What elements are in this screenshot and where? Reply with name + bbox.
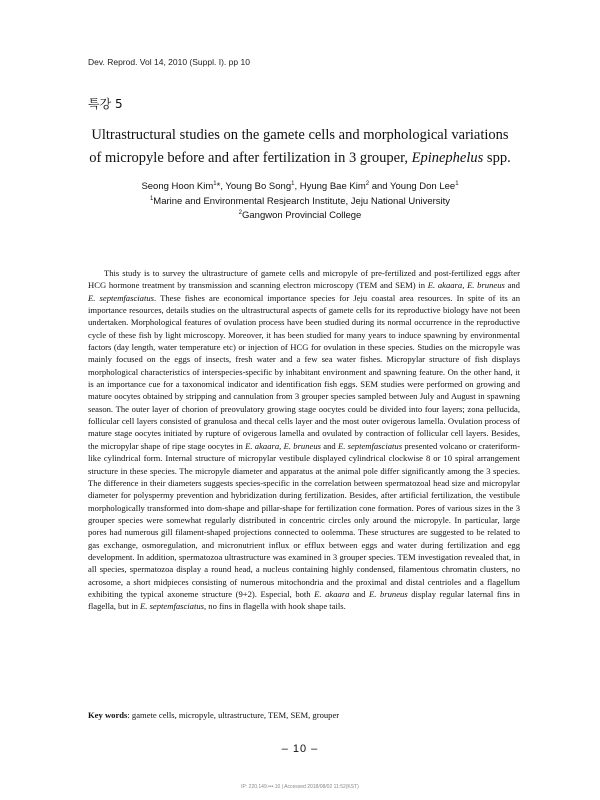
species-name: E. bruneus [467,280,505,291]
paper-title [60,124,540,170]
author-3: , Hyung Bae Kim [294,181,366,192]
species-name: E. akaara [245,440,280,451]
abstract-paragraph: This study is to survey the ultrastructure of gamete cells and micropyle of pre-fertilized and post-fertilized eggs after HCG hormone treatment by transmission and scanning electron microscopy (TEM and SEM) in E. akaara, E. bruneus and E. septemfasciatus. These fishes are economical importance species for Jeju coastal area resources. In spite of its an importance resources, details studies on the ultrastructural aspects of gamete cells for its reproductive biology have not been undertaken. Morphological features of ovulation process have been studied during its normal occurrence in the reproductive cycle of these fish by light microscopy. Moreover, it has been studied for many years to induce spawning by environmental factors (day length, water temperature etc) or injection of HCG for ovulation in these species. Studies on the micropyle was mainly focused on the eggs of insects, fresh water and a few sea water fishes. Micropylar structure of fish displays morphological characteristics of interspecies-specific by inhabitant environment and spawning feature. On the other hand, it is an importance cue for a taxonomical indicator and identification fish eggs. SEM studies were performed on growing and mature oocytes obtained by stripping and cannulation from 3 grouper species sampled between July and August in spawning season. The outer layer of chorion of preovulatory growing stage oocytes could be divided into four layers; zona pellucida, follicular cell layers consisted of granulosa and thecal cells layer and the most outer ovigerous lamella. Ovulation process of mature stage oocytes initiated by rupture of ovigerous lamella and ovulated by contraction of follicular cell layers. Besides, the micropylar shape of ripe stage oocytes in E. akaara, E. bruneus and E. septemfasciatus presented volcano or crateriform-like cylindrical form. Internal structure of micropylar vestibule displayed cylindrical clockwise 8 or 10 spiral arrangement structure in these species. The micropyle diameter and apparatus at the animal pole differ significantly among the 3 species. The difference in their diameters suggests species-specific in the correlation between spermatozoal head size and micropylar diameter for polyspermy prevention and hybridization during fertilization. Besides, after artificial fertilization, the vestibule morphologically transformed into dom-shape and pillar-shape for fertilization cone formation. Pores of various sizes in the 3 grouper species were somewhat regularly distributed in concentric circles only around the micropyle. In particular, large pores had numerous gill filament-shaped projections connected to oolemma. These structures are suggested to be related to gas exchange, osmoregulation, and micronutrient influx or efflux between eggs and water during fertilization and egg development. In addition, spermatozoa ultrastructure was examined in 3 grouper species. TEM investigation revealed that, in all species, spermatozoa display a round head, a nucleus containing highly condensed, filamentous chromatin clusters, no acrosome, a short midpieces consisting of numerous mitochondria and the proximal and distal centrioles and a flagellum exhibiting the typical axoneme structure (9+2). Especial, both E. akaara and E. bruneus display regular laternal fins in flagella, but in E. septemfasciatus, no fins in flagella with hook shape tails. [88,268,520,612]
title-line-2-suffix: spp. [483,150,511,166]
page-number: – 10 – [281,743,319,755]
keywords-label: Key words [88,710,128,720]
author-1-affiliation-mark: 1 [213,180,217,187]
author-1: Seong Hoon Kim [141,181,214,192]
affiliation-1-text: Marine and Environmental Resjearch Institute, Jeju National University [153,195,451,207]
author-4-affiliation-mark: 1 [455,180,459,187]
affiliation-1-mark: 1 [149,195,154,202]
author-line [60,180,540,195]
author-3-affiliation-mark: 2 [365,180,370,187]
species-name: E. septemfasciatus [140,601,204,612]
species-name: E. septemfasciatus [337,440,403,451]
affiliation-2-mark: 2 [238,209,242,216]
affiliation-2-text: Gangwon Provincial College [242,210,362,221]
author-4: and Young Don Lee [369,181,456,192]
corresponding-author-mark: * [216,181,221,192]
keywords-text: : gamete cells, micropyle, ultrastructure, TEM, SEM, grouper [127,710,340,720]
affiliation-1 [60,195,540,210]
species-name: E. akaara [314,588,350,599]
lecture-label: 특강 5 [88,97,123,111]
species-name: E. bruneus [369,588,408,599]
title-line-2-prefix: of micropyle before and after fertilization in 3 grouper, [89,150,412,166]
species-name: E. septemfasciatus [88,292,154,303]
author-block [60,180,540,224]
journal-citation: Dev. Reprod. Vol 14, 2010 (Suppl. I). pp 10 [88,57,250,67]
author-2: , Young Bo Song [220,181,292,192]
species-name: E. bruneus [283,440,321,451]
abstract [88,267,520,613]
access-footer: IP: 220.149.•••.10 | Accessed 2018/08/02 11:52(KST) [241,784,359,790]
keywords [88,710,520,720]
affiliation-2 [60,209,540,224]
title-line-1: Ultrastructural studies on the gamete cells and morphological variations [91,127,509,143]
title-genus: Epinephelus [411,150,484,166]
species-name: E. akaara [427,280,463,291]
author-2-affiliation-mark: 1 [291,180,295,187]
